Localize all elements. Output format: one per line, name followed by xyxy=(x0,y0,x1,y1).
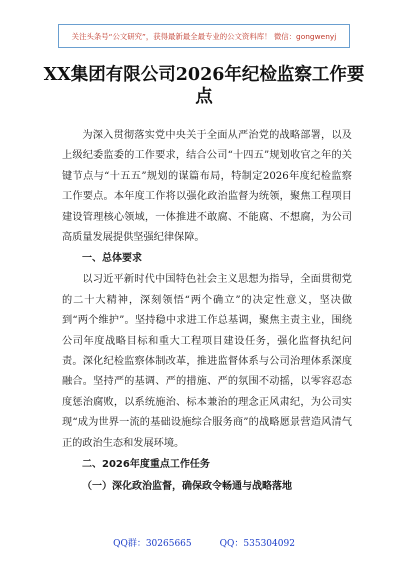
promo-banner xyxy=(58,24,350,48)
intro-paragraph: 为深入贯彻落实党中央关于全面从严治党的战略部署，以及上级纪委监委的工作要求，结合公司“十四五”规划收官之年的关键节点与“十五五”规划的谋篇布局，特制定2026年度纪检监察工作要点。本年度工作将以强化政治监督为统领，聚焦工程项目建设管理核心领域，一体推进不敢腐、不能腐、不想腐，为公司高质量发展提供坚强纪律保障。 xyxy=(62,130,352,244)
qq-contact-text: QQ：535304092 xyxy=(219,539,295,549)
section-heading-key-tasks: 二、2026年度重点工作任务 xyxy=(82,459,210,471)
promo-banner-text: 关注头条号“公文研究”，获得最新最全最专业的公文资料库！ 微信：gongwenyj xyxy=(71,31,337,41)
document-title: XX集团有限公司2026年纪检监察工作要点 xyxy=(43,65,365,107)
subsection-heading-political-supervision: （一）深化政治监督，确保政令畅通与战略落地 xyxy=(82,481,292,493)
document-body xyxy=(62,126,352,498)
qq-group-text: QQ群：30265665 xyxy=(113,539,192,549)
section-heading-general-requirements: 一、总体要求 xyxy=(82,253,142,265)
general-requirements-paragraph: 以习近平新时代中国特色社会主义思想为指导，全面贯彻党的二十大精神，深刻领悟“两个确立”的决定性意义，坚决做到“两个维护”。坚持稳中求进工作总基调，聚焦主责主业，围绕公司年度战略目标和重大工程项目建设任务，强化监督执纪问责。深化纪检监察体制改革，推进监督体系与公司治理体系深度融合。坚持严的基调、严的措施、严的氛围不动摇，以零容忍态度惩治腐败，以系统施治、标本兼治的理念正风肃纪，为公司实现“成为世界一流的基础设施综合服务商”的战略愿景营造风清气正的政治生态和发展环境。 xyxy=(62,274,352,449)
contact-footer xyxy=(0,536,408,549)
